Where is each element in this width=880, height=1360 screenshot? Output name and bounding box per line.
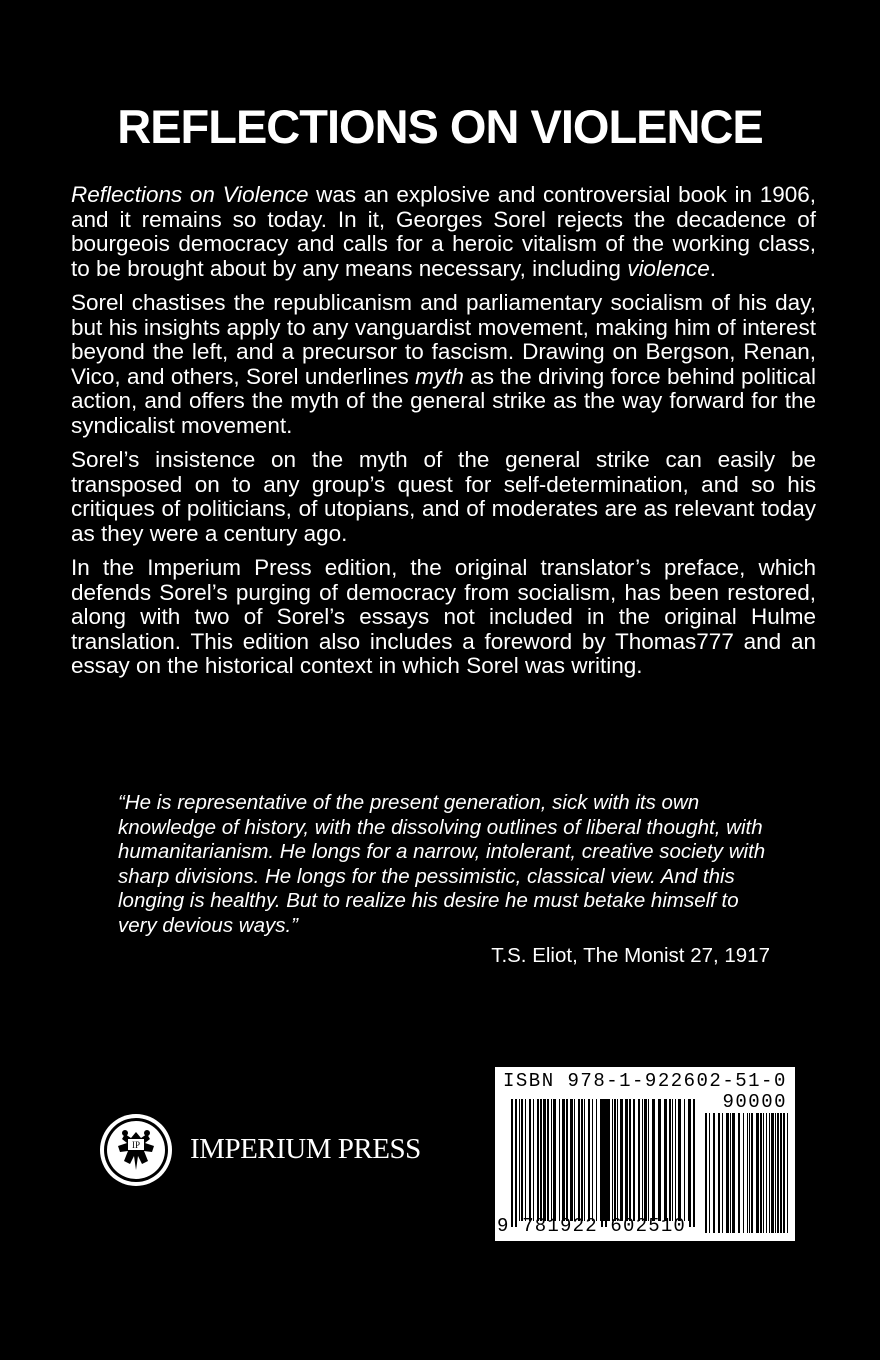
endorsement-quote <box>118 791 770 938</box>
italic-run: violence <box>627 255 710 281</box>
text-run: . <box>709 255 717 281</box>
quote-text: “He is representative of the present generation, sick with its own knowledge of history, with the dissolving outlines of liberal thought, with humanitarianism. He longs for a narrow, intolerant, creative society with sharp divisions. He longs for the pessimistic, classical view. And this longing is healthy. But to realize his desire he must betake himself to very devious ways.” <box>118 791 766 937</box>
publisher-name: IMPERIUM PRESS <box>190 1133 421 1165</box>
text-run: as the driving force behind political action, and offers the myth of the general strike as the way forward for the syndicalist movement. <box>71 363 817 438</box>
publisher-logo <box>98 1112 174 1188</box>
blurb-paragraph <box>71 556 816 679</box>
book-title: REFLECTIONS ON VIOLENCE <box>117 100 763 153</box>
blurb-text <box>71 183 816 689</box>
blurb-paragraph <box>71 448 816 546</box>
double-headed-eagle-icon <box>98 1112 174 1188</box>
ean-number: 9 781922 602510 <box>497 1215 687 1237</box>
quote-attribution: T.S. Eliot, The Monist 27, 1917 <box>491 944 770 967</box>
italic-run: myth <box>415 363 464 389</box>
price-code: 90000 <box>722 1091 787 1113</box>
isbn-label: ISBN 978-1-922602-51-0 <box>503 1070 787 1092</box>
logo-monogram: IP <box>131 1140 141 1150</box>
text-run: Sorel chastises the republicanism and parliamentary socialism of his day, but his insights apply to any vanguardist movement, making him of interest beyond the left, and a precursor to fascism. Drawing on Bergson, Renan, Vico, and others, Sorel underlines <box>71 290 816 389</box>
isbn-barcode <box>495 1067 795 1241</box>
text-run: In the Imperium Press edition, the original translator’s preface, which defends Sorel’s purging of democracy from socialism, has been restored, along with two of Sorel’s essays not included in the original Hulme translation. This edition also includes a foreword by Thomas777 and an essay on the historical context in which Sorel was writing. <box>71 555 816 678</box>
blurb-paragraph <box>71 291 816 438</box>
text-run: Sorel’s insistence on the myth of the general strike can easily be transposed on to any group’s quest for self-determination, and so his critiques of politicians, of utopians, and of moderates are as relevant today as they were a century ago. <box>71 447 816 546</box>
text-run: was an explosive and controversial book in 1906, and it remains so today. In it, Georges Sorel rejects the decadence of bourgeois democracy and calls for a heroic vitalism of the working class, to be brought about by any means necessary, including <box>71 182 816 281</box>
italic-run: Reflections on Violence <box>71 182 309 207</box>
blurb-paragraph <box>71 183 816 281</box>
